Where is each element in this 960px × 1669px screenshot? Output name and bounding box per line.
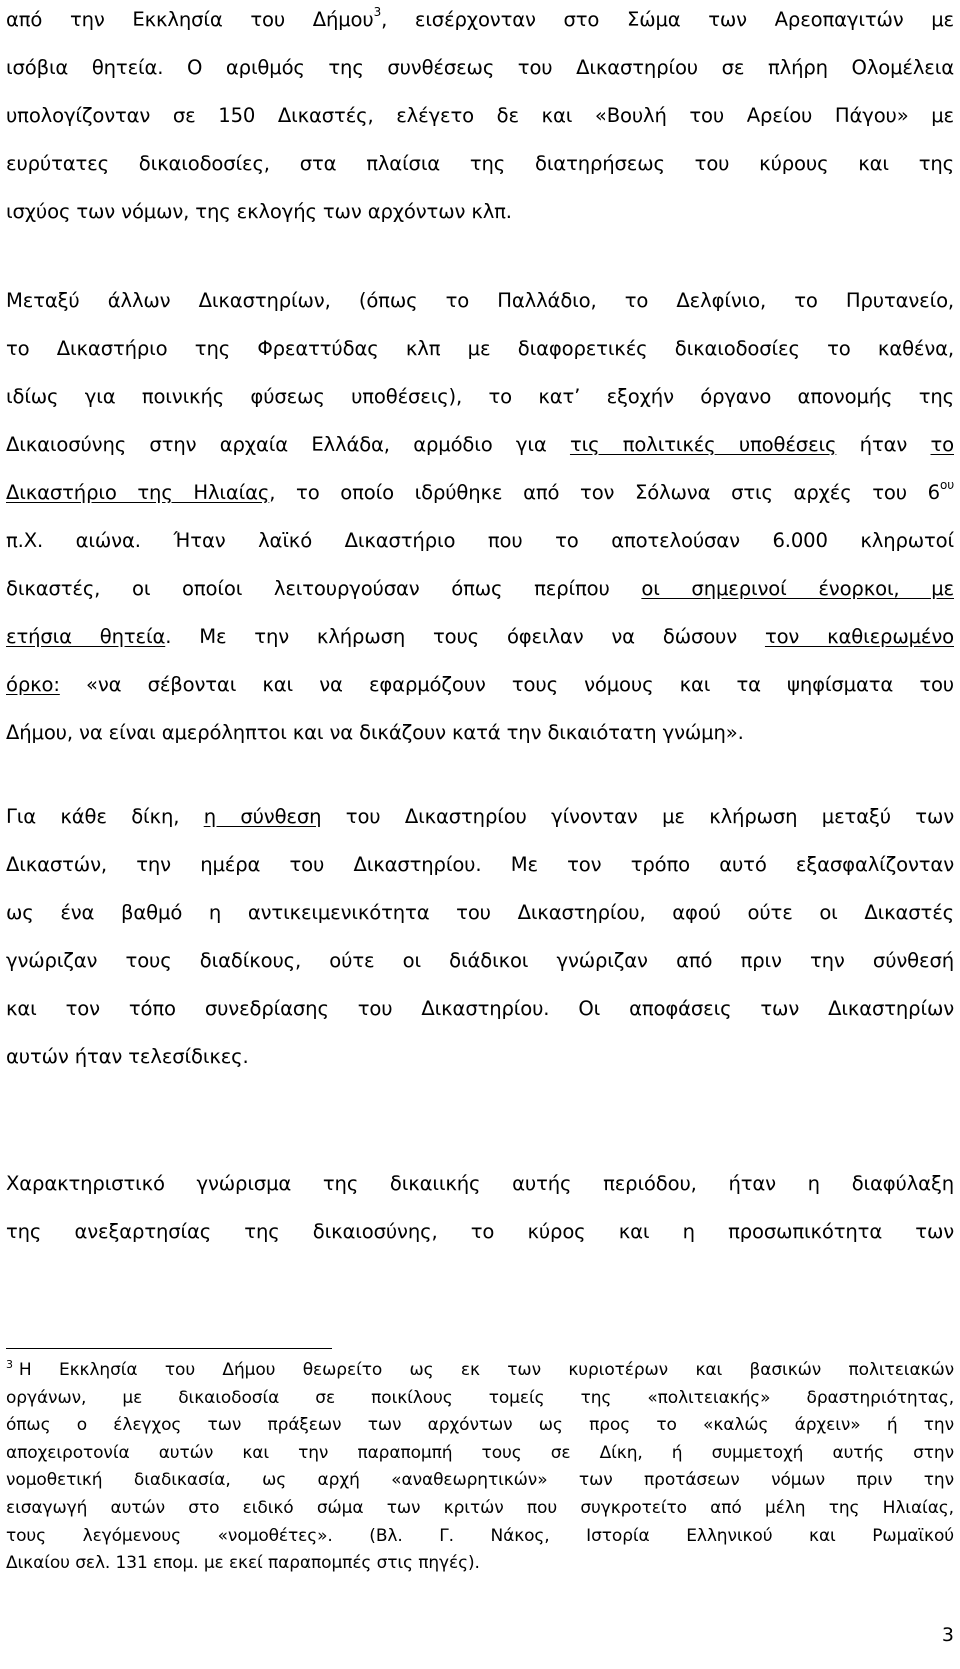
text-line: εισαγωγή αυτών στο ειδικό σώμα των κριτών που συγκροτείτο από μέλη της Ηλιαίας, — [6, 1497, 954, 1518]
text-line: π.Χ. αιώνα. Ήταν λαϊκό Δικαστήριο που το αποτελούσαν 6.000 κληρωτοί — [6, 529, 954, 552]
text-line: ετήσια θητεία. Με την κλήρωση τους όφειλαν να δώσουν τον καθιερωμένο — [6, 625, 954, 648]
text-line: Δικαίου σελ. 131 επομ. με εκεί παραπομπές στις πηγές). — [6, 1553, 480, 1574]
underlined-text: όρκο: — [6, 673, 60, 696]
text-line: όπως ο έλεγχος των πράξεων των αρχόντων ως προς το «καλώς άρχειν» ή την — [6, 1415, 954, 1436]
text-line: αποχειροτονία αυτών και την παραπομπή τους σε Δίκη, ή συμμετοχή αυτής στην — [6, 1442, 954, 1463]
underlined-text: το — [930, 433, 954, 456]
text-line: το Δικαστήριο της Φρεαττύδας κλπ με διαφορετικές δικαιοδοσίες το καθένα, — [6, 337, 954, 360]
underlined-text: η σύνθεση — [203, 805, 322, 828]
text-line: από την Εκκλησία του Δήμου$^3$, εισέρχονταν στο Σώμα των Αρεοπαγιτών με — [6, 5, 954, 31]
text-line: και τον τόπο συνεδρίασης του Δικαστηρίου. Οι αποφάσεις των Δικαστηρίων — [6, 997, 954, 1020]
superscript: ου — [940, 478, 954, 493]
text-line: ευρύτατες δικαιοδοσίες, στα πλαίσια της διατηρήσεως του κύρους και της — [6, 152, 954, 175]
paragraph-3 — [6, 793, 954, 1081]
text-line: Δικαστών, την ημέρα του Δικαστηρίου. Με τον τρόπο αυτό εξασφαλίζονταν — [6, 853, 954, 876]
paragraph-1 — [6, 0, 954, 236]
text-line: Δήμου, να είναι αμερόληπτοι και να δικάζουν κατά την δικαιότατη γνώμη». — [6, 721, 744, 744]
footnote-ref[interactable]: 3 — [373, 5, 382, 20]
underlined-text: τις πολιτικές υποθέσεις — [569, 433, 837, 456]
text-line: ισόβια θητεία. Ο αριθμός της συνθέσεως του Δικαστηρίου σε πλήρη Ολομέλεια — [6, 56, 954, 79]
text-line: οργάνων, με δικαιοδοσία σε ποικίλους τομείς της «πολιτειακής» δραστηριότητας, — [6, 1387, 954, 1408]
text-line: τους λεγόμενους «νομοθέτες». (Βλ. Γ. Νάκος, Ιστορία Ελληνικού και Ρωμαϊκού — [6, 1525, 954, 1546]
underlined-text: Δικαστήριο της Ηλιαίας — [6, 481, 270, 504]
footnote-mark: 3 — [6, 1358, 13, 1372]
text-line: ως ένα βαθμό η αντικειμενικότητα του Δικαστηρίου, αφού ούτε οι Δικαστές — [6, 901, 954, 924]
text-line: της ανεξαρτησίας της δικαιοσύνης, το κύρος και η προσωπικότητα των — [6, 1220, 954, 1243]
text-line: γνώριζαν τους διαδίκους, ούτε οι διάδικοι γνώριζαν από πριν την σύνθεσή — [6, 949, 954, 972]
paragraph-2 — [6, 277, 954, 757]
text-line: Δικαιοσύνης στην αρχαία Ελλάδα, αρμόδιο για τις πολιτικές υποθέσεις ήταν το — [6, 433, 954, 456]
text-line: νομοθετική διαδικασία, ως αρχή «αναθεωρητικών» των προτάσεων νόμων πριν την — [6, 1470, 954, 1491]
text-line: ιδίως για ποινικής φύσεως υποθέσεις), το κατ’ εξοχήν όργανο απονομής της — [6, 385, 954, 408]
footnote — [6, 1357, 954, 1578]
text-line: αυτών ήταν τελεσίδικες. — [6, 1045, 249, 1068]
text-line: Δικαστήριο της Ηλιαίας, το οποίο ιδρύθηκε από τον Σόλωνα στις αρχές του $6^{o\upsilon}$ — [6, 478, 954, 504]
underlined-text: οι σημερινοί ένορκοι, με — [641, 577, 954, 600]
paragraph-4 — [6, 1160, 954, 1256]
text-line: $^3$ Η Εκκλησία του Δήμου θεωρείτο ως εκ των κυριοτέρων και βασικών πολιτειακών — [6, 1358, 954, 1380]
text-line: Μεταξύ άλλων Δικαστηρίων, (όπως το Παλλάδιο, το Δελφίνιο, το Πρυτανείο, — [6, 289, 954, 312]
footnote-separator — [6, 1348, 332, 1349]
underlined-text: τον καθιερωμένο — [764, 625, 954, 648]
text-line: δικαστές, οι οποίοι λειτουργούσαν όπως περίπου οι σημερινοί ένορκοι, με — [6, 577, 954, 600]
page-number: 3 — [941, 1624, 954, 1646]
text-line: όρκο: «να σέβονται και να εφαρμόζουν τους νόμους και τα ψηφίσματα του — [6, 673, 954, 696]
text-line: υπολογίζονταν σε 150 Δικαστές, ελέγετο δε και «Βουλή του Αρείου Πάγου» με — [6, 104, 954, 127]
text-line: Για κάθε δίκη, η σύνθεση του Δικαστηρίου γίνονταν με κλήρωση μεταξύ των — [6, 805, 955, 828]
underlined-text: ετήσια θητεία — [6, 625, 166, 648]
text-line: Χαρακτηριστικό γνώρισμα της δικαιικής αυτής περιόδου, ήταν η διαφύλαξη — [6, 1172, 954, 1195]
text-line: ισχύος των νόμων, της εκλογής των αρχόντων κλπ. — [6, 200, 512, 223]
